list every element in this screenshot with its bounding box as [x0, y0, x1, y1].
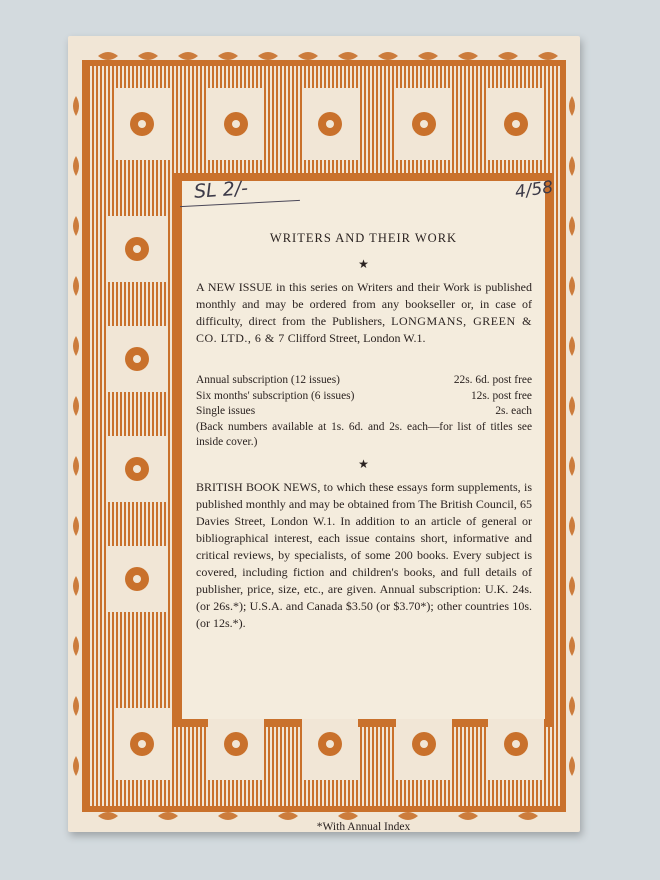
handwritten-price: SL 2/-: [193, 177, 249, 203]
new-issue-paragraph: [196, 279, 532, 347]
back-numbers-note: (Back numbers available at 1s. 6d. and 2s. each—for list of titles see inside cover.): [196, 420, 532, 448]
bbn-lead: BRITISH BOOK NEWS,: [196, 480, 321, 494]
subscription-row: [196, 373, 532, 389]
new-issue-lead: A NEW ISSUE: [196, 280, 273, 294]
subscription-list: [196, 373, 532, 451]
subscription-price: 22s. 6d. post free: [453, 374, 532, 386]
british-book-news-paragraph: [196, 479, 532, 632]
series-title: WRITERS AND THEIR WORK: [269, 231, 458, 245]
text-panel: [182, 177, 555, 833]
handwritten-date: 4/58: [513, 177, 555, 203]
new-issue-address: Clifford Street, London W.1.: [284, 331, 426, 345]
subscription-row: [196, 389, 532, 405]
subscription-price: 2s. each: [495, 405, 532, 417]
subscription-label: Single issues: [196, 405, 256, 417]
bbn-text: to which these essays form supplements, is published monthly and may be obtained from The British Council, 65 Davies Street, London W.1. In addition to an article of general or bibliographical interest, each issue contains short, informative and critical reviews, by specialists, of some 200 books. Every subject is covered, including fiction and children's books, and full details of publisher, price, size, etc., are given. Annual subscription: U.K. 24s. (or 26s.*); U.S.A. and Canada $3.50 (or $3.70*); other countries 10s. (or 12s.*).: [196, 480, 532, 630]
subscription-label: Annual subscription (12 issues): [196, 374, 340, 386]
star-divider: ★: [358, 457, 369, 471]
publisher-name: LONGMANS, GREEN & CO. LTD., 6 & 7: [196, 314, 532, 345]
subscription-label: Six months' subscription (6 issues): [196, 389, 355, 402]
subscription-row: [196, 404, 532, 420]
annual-index-note: *With Annual Index: [316, 821, 411, 833]
star-divider: ★: [358, 257, 369, 271]
subscription-price: 12s. post free: [470, 389, 532, 402]
booklet-cover: [68, 36, 580, 832]
new-issue-text: in this series on Writers and their Work is published monthly and may be ordered from any bookseller or, in case of difficulty, direct from the Publishers,: [196, 280, 532, 328]
